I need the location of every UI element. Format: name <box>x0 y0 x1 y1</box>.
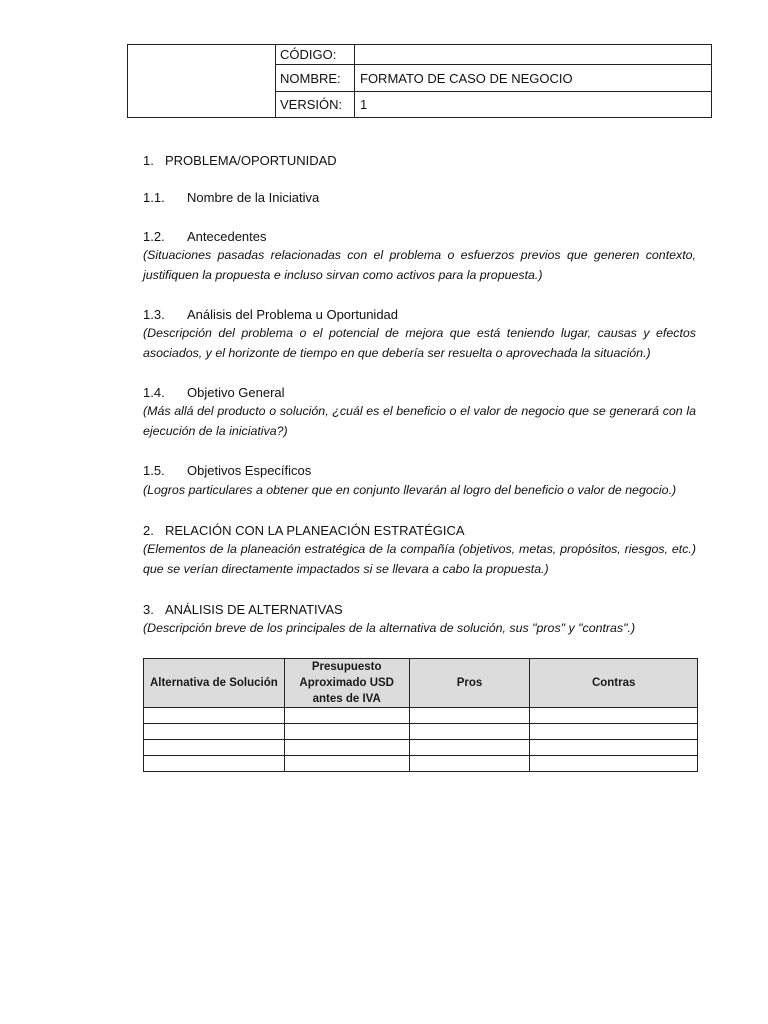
code-label: CÓDIGO: <box>275 45 355 64</box>
section-1-2-heading <box>143 227 696 247</box>
table-cell[interactable] <box>284 740 409 756</box>
section-number: 3. <box>143 602 154 617</box>
section-number: 2. <box>143 523 154 538</box>
table-cell[interactable] <box>284 708 409 724</box>
table-cell[interactable] <box>284 756 409 772</box>
document-header-table <box>127 44 712 118</box>
section-1-3-heading <box>143 305 696 325</box>
code-row <box>275 45 711 65</box>
alternatives-table <box>143 658 698 772</box>
logo-cell <box>128 45 276 117</box>
section-1-5-description: (Logros particulares a obtener que en conjunto llevarán al logro del beneficio o valor de negocio.) <box>143 483 677 497</box>
section-1-3-description: (Descripción del problema o el potencial de mejora que está teniendo lugar, causas y efectos asociados, y el horizonte de tiempo en que debería ser resuelta o aprovechada la situación.) <box>143 326 696 360</box>
section-title: RELACIÓN CON LA PLANEACIÓN ESTRATÉGICA <box>165 523 465 538</box>
section-1-heading <box>143 151 696 171</box>
section-title: Análisis del Problema u Oportunidad <box>187 307 399 322</box>
table-cell[interactable] <box>144 724 285 740</box>
section-number: 1.2. <box>143 229 165 244</box>
code-value <box>355 45 711 64</box>
section-1-2-description: (Situaciones pasadas relacionadas con el problema o esfuerzos previos que generen contexto, justifiquen la propuesta e incluso sirvan como activos para la propuesta.) <box>143 248 696 282</box>
section-3-heading <box>143 600 696 620</box>
column-header-pros: Pros <box>409 659 530 708</box>
table-cell[interactable] <box>144 756 285 772</box>
table-row <box>144 708 698 724</box>
name-value: FORMATO DE CASO DE NEGOCIO <box>360 70 573 86</box>
section-1-5-heading <box>143 461 696 481</box>
section-3-description: (Descripción breve de los principales de la alternativa de solución, sus "pros" y "contras".) <box>143 621 636 635</box>
section-1-4-description: (Más allá del producto o solución, ¿cuál es el beneficio o el valor de negocio que se generará con la ejecución de la iniciativa?) <box>143 404 696 438</box>
version-row <box>275 92 711 117</box>
section-number: 1.3. <box>143 307 165 322</box>
section-2-heading <box>143 521 696 541</box>
version-label: VERSIÓN: <box>275 92 355 117</box>
section-title: Antecedentes <box>187 229 267 244</box>
section-2-description: (Elementos de la planeación estratégica de la compañía (objetivos, metas, propósitos, riesgos, etc.) que se verían directamente impactados si se llevara a cabo la propuesta.) <box>143 542 696 576</box>
table-cell[interactable] <box>530 708 698 724</box>
column-header-contras: Contras <box>530 659 698 708</box>
table-cell[interactable] <box>144 708 285 724</box>
table-row <box>144 724 698 740</box>
section-number: 1. <box>143 153 154 168</box>
name-row <box>275 65 711 92</box>
table-cell[interactable] <box>284 724 409 740</box>
table-cell[interactable] <box>409 708 530 724</box>
section-1-4-heading <box>143 383 696 403</box>
section-title: Objetivos Específicos <box>187 463 312 478</box>
table-cell[interactable] <box>409 724 530 740</box>
table-row <box>144 756 698 772</box>
table-cell[interactable] <box>409 756 530 772</box>
section-number: 1.5. <box>143 463 165 478</box>
section-title: Objetivo General <box>187 385 285 400</box>
version-value: 1 <box>360 97 368 112</box>
table-row <box>144 740 698 756</box>
table-cell[interactable] <box>144 740 285 756</box>
section-1-1-heading <box>143 188 696 208</box>
section-title: ANÁLISIS DE ALTERNATIVAS <box>165 602 343 617</box>
section-title: Nombre de la Iniciativa <box>187 190 320 205</box>
column-header-presupuesto: Presupuesto Aproximado USD antes de IVA <box>284 659 409 708</box>
name-label: NOMBRE: <box>275 65 355 91</box>
column-header-alternativa: Alternativa de Solución <box>144 659 285 708</box>
table-cell[interactable] <box>530 756 698 772</box>
section-number: 1.1. <box>143 190 165 205</box>
table-cell[interactable] <box>530 724 698 740</box>
section-number: 1.4. <box>143 385 165 400</box>
table-header-row <box>144 659 698 708</box>
section-title: PROBLEMA/OPORTUNIDAD <box>165 153 337 168</box>
table-cell[interactable] <box>530 740 698 756</box>
table-cell[interactable] <box>409 740 530 756</box>
